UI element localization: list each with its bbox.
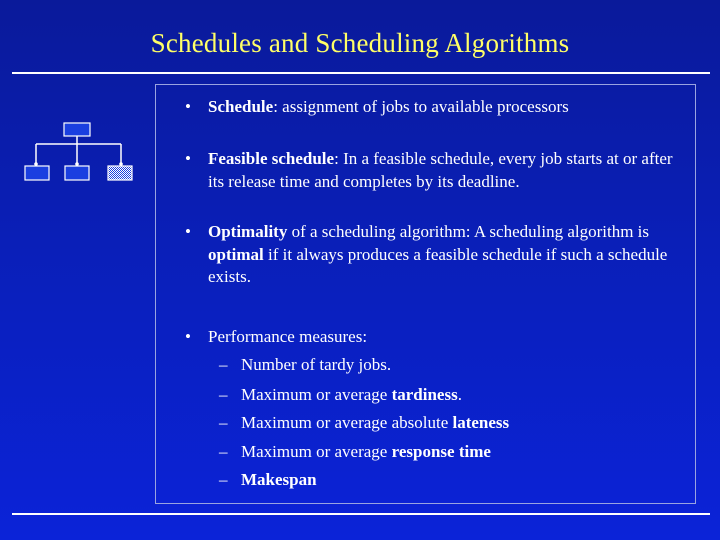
slide-title: Schedules and Scheduling Algorithms [150,28,570,58]
sub-item-text: Maximum or average absolute lateness [241,413,510,432]
dash-marker: – [219,355,228,374]
dash-marker: – [219,413,228,432]
bullet-marker: • [185,149,191,168]
bullet-text: Performance measures: [208,327,368,346]
bullet-marker: • [185,222,191,241]
dash-marker: – [219,470,228,489]
bullet-text: Optimality of a scheduling algorithm: A scheduling algorithm is optimal if it always produces a feasible schedule if such a schedule exists. [208,222,668,286]
bullet-marker: • [185,97,191,116]
sub-item-text: Maximum or average response time [241,442,491,461]
dash-marker: – [219,385,228,404]
sub-item-text: Number of tardy jobs. [241,355,392,374]
org-chart-icon [24,122,136,184]
dash-marker: – [219,442,228,461]
sub-item-text: Maximum or average tardiness. [241,385,462,404]
top-rule [12,72,710,74]
bullet-text: Feasible schedule: In a feasible schedule, every job starts at or after its release time and completes by its deadline. [208,149,673,191]
bullet-marker: • [185,327,191,346]
bullet-text: Schedule: assignment of jobs to available processors [208,97,569,116]
sub-item-text: Makespan [241,470,317,489]
bottom-rule [12,513,710,515]
